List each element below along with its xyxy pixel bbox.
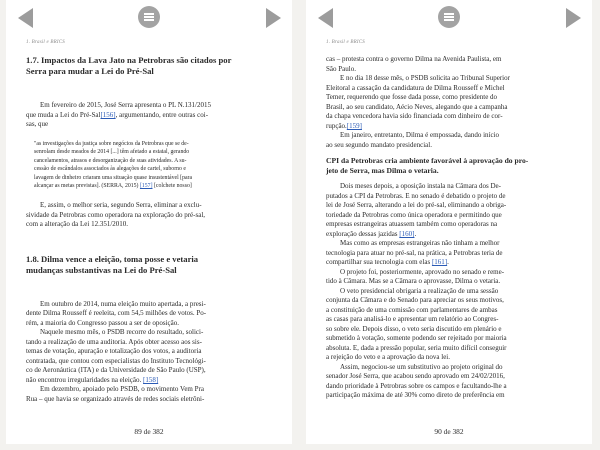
prev-page-arrow-icon[interactable]: [318, 8, 333, 28]
paragraph-line: Em dezembro, apoiado pelo PSDB, o movimento Vem Pra: [40, 385, 204, 394]
paragraph-line: lei de José Serra, alterando a lei do pré-sal, eliminando a obriga-: [326, 201, 507, 209]
footnote-link[interactable]: [161]: [431, 258, 448, 266]
menu-button[interactable]: [138, 6, 160, 28]
paragraph-line: Brasil, ao seu candidato, Aécio Neves, alegando que a campanha: [326, 102, 508, 111]
section-heading: mudanças substantivas na Lei do Pré-Sal: [26, 264, 177, 275]
paragraph-line: tando a realização de uma auditoria. Após obter acesso aos sis-: [26, 337, 202, 346]
menu-bar-icon: [144, 13, 154, 15]
paragraph-line: com a alteração da Lei 12.351/2010.: [26, 220, 129, 229]
quote-line: "as investigações da justiça sobre negócios da Petrobras que se de-: [34, 140, 189, 147]
section-heading: jeto de Serra, mas Dilma o vetaria.: [326, 166, 439, 175]
paragraph-line: compartilhar sua tecnologia com elas [161].: [326, 258, 449, 266]
next-page-arrow-icon[interactable]: [266, 8, 281, 28]
paragraph-line: dente Dilma Rousseff é reeleita, com 54,5 milhões de votos. Po-: [26, 309, 207, 318]
paragraph-line: Em outubro de 2014, numa eleição muito apertada, a presi-: [40, 299, 206, 308]
paragraph-line: Em fevereiro de 2015, José Serra apresenta o PL N.131/2015: [40, 101, 211, 109]
paragraph-line: absoluta. E, dada a pressão popular, seria muito difícil conseguir: [326, 343, 507, 352]
paragraph-line: tido à Câmara. Mas se a Câmara o aprovasse, Dilma o vetaria.: [326, 277, 501, 285]
footnote-link[interactable]: [159]: [346, 121, 362, 130]
menu-bar-icon: [444, 19, 454, 21]
paragraph-line: rém, a maioria do Congresso passou a ser de oposição.: [26, 318, 179, 327]
quote-line: cessão de escândalos associados às alegações de cartel, suborno e: [34, 166, 186, 173]
left-page-navbar: [6, 0, 292, 34]
right-page-navbar: [306, 0, 592, 34]
menu-bar-icon: [444, 13, 454, 15]
paragraph-line: que muda a Lei do Pré-Sal[156], argumentando, entre outras coi-: [26, 110, 209, 119]
paragraph-line: empresas estrangeiras atuassem também como operadoras na: [326, 220, 498, 228]
paragraph-line: O veto presidencial obrigaria a realização de uma sessão: [340, 286, 499, 295]
section-heading: Serra para mudar a Lei do Pré-Sal: [26, 66, 154, 76]
paragraph-line: E, assim, o melhor seria, segundo Serra, eliminar a exclu-: [40, 201, 202, 210]
section-heading: 1.8. Dilma vence a eleição, toma posse e vetaria: [26, 253, 199, 264]
paragraph-line: da chapa vencedora havia sido financiada com dinheiro de cor-: [326, 112, 503, 120]
paragraph-line: senador José Serra, que acabou sendo aprovado em 24/02/2016,: [326, 372, 505, 380]
menu-bar-icon: [144, 16, 154, 18]
left-page: [6, 0, 292, 444]
right-page-content: [326, 55, 572, 401]
paragraph-line: contratada, que contou com especialistas do Instituto Tecnológi-: [26, 356, 206, 365]
paragraph-line: rupção.[159]: [326, 121, 362, 130]
paragraph-line: não encontrou irregularidades na eleição. [158]: [26, 375, 159, 384]
paragraph-line: toriedade da Petrobras como única operadora e permitindo que: [326, 210, 502, 219]
paragraph-line: tecnologia para atuar no pré-sal, na prática, a Petrobras teria de: [326, 248, 503, 257]
section-heading: 1.7. Impactos da Lava Jato na Petrobras são citados por: [26, 55, 232, 65]
paragraph-line: participação máxima de até 30% como direto de preferência em: [326, 391, 505, 399]
paragraph-line: dando prioridade à Petrobras sobre os campos e facultando-lhe a: [326, 381, 507, 390]
paragraph-line: a constituição de uma comissão com parlamentares de ambas: [326, 305, 498, 314]
paragraph-line: São Paulo.: [326, 64, 356, 73]
quote-line: senrolam desde meados de 2014 [...] têm afetado a estatal, gerando: [34, 149, 190, 156]
quote-line: cancelamentos, atrasos e desorganização de suas atividades. A su-: [34, 157, 187, 164]
paragraph-line: Mas como as empresas estrangeiras não tinham a melhor: [340, 239, 500, 247]
quote-line: lavagem de dinheiro criaram uma situação quase insustentável [para: [34, 174, 193, 181]
footnote-link[interactable]: [158]: [143, 375, 159, 384]
paragraph-line: putados a CPI da Petrobras. E no senado é debatido o projeto de: [326, 191, 506, 200]
paragraph-line: Temer, requerendo que fosse dada posse, como presidente do: [326, 93, 498, 101]
section-heading: CPI da Petrobras cria ambiente favorável à aprovação do pro-: [326, 156, 529, 165]
footnote-link[interactable]: [156]: [100, 110, 116, 119]
paragraph-line: Rua – que havia se organizado através de redes sociais eletrôni-: [26, 394, 205, 403]
prev-page-arrow-icon[interactable]: [18, 8, 33, 28]
paragraph-line: Naquele mesmo mês, o PSDB recorre do resultado, solici-: [40, 328, 204, 337]
menu-button[interactable]: [438, 6, 460, 28]
running-head: 1. Brasil e BRICS: [26, 40, 65, 45]
paragraph-line: a rejeição do veto e a aprovação da nova lei.: [326, 353, 450, 361]
paragraph-line: ao seu segundo mandato presidencial.: [326, 140, 432, 149]
running-head: 1. Brasil e BRICS: [326, 40, 365, 45]
paragraph-line: Em janeiro, entretanto, Dilma é empossada, dando início: [340, 131, 500, 139]
paragraph-line: sividade da Petrobras como operadora na exploração do pré-sal,: [26, 210, 206, 219]
paragraph-line: temas de votação, apuração e totalização dos votos, a auditoria: [26, 347, 202, 356]
paragraph-line: sas, que: [26, 120, 49, 128]
paragraph-line: co de Aeronáutica (ITA) e da Universidade de São Paulo (USP),: [26, 366, 206, 375]
paragraph-line: Assim, negociou-se um substitutivo ao projeto original do: [340, 362, 503, 371]
paragraph-line: Dois meses depois, a oposição instala na Câmara dos De-: [340, 182, 501, 190]
menu-bar-icon: [144, 19, 154, 21]
footnote-link[interactable]: [160]: [399, 229, 415, 238]
paragraph-line: E no dia 18 desse mês, o PSDB solicita ao Tribunal Superior: [340, 74, 510, 82]
menu-bar-icon: [444, 16, 454, 18]
page-number: 90 de 382: [434, 427, 464, 436]
page-number: 89 de 382: [134, 427, 164, 436]
quote-line: alcançar as metas previstas]. (SERRA, 2015) [157] [colchete nosso]: [34, 183, 192, 190]
right-page: [306, 0, 592, 444]
paragraph-line: Eleitoral a cassação da candidatura de Dilma Rousseff e Michel: [326, 83, 505, 92]
left-page-content: [26, 55, 272, 404]
next-page-arrow-icon[interactable]: [566, 8, 581, 28]
paragraph-line: as casas para analisá-lo e apresentar um relatório ao Congres-: [326, 315, 499, 323]
paragraph-line: O projeto foi, posteriormente, aprovado no senado e reme-: [340, 267, 505, 276]
paragraph-line: conjunta da Câmara e do Senado para apreciar os seus motivos,: [326, 296, 504, 304]
paragraph-line: exploração dessas jazidas [160].: [326, 229, 417, 238]
paragraph-line: so sobre ele. Depois disso, o veto seria discutido em plenário e: [326, 324, 502, 333]
footnote-link[interactable]: [157]: [139, 183, 153, 190]
paragraph-line: submetido à votação, somente podendo ser rejeitado por maioria: [326, 334, 507, 342]
paragraph-line: cas – protesta contra o governo Dilma na Avenida Paulista, em: [326, 55, 502, 63]
